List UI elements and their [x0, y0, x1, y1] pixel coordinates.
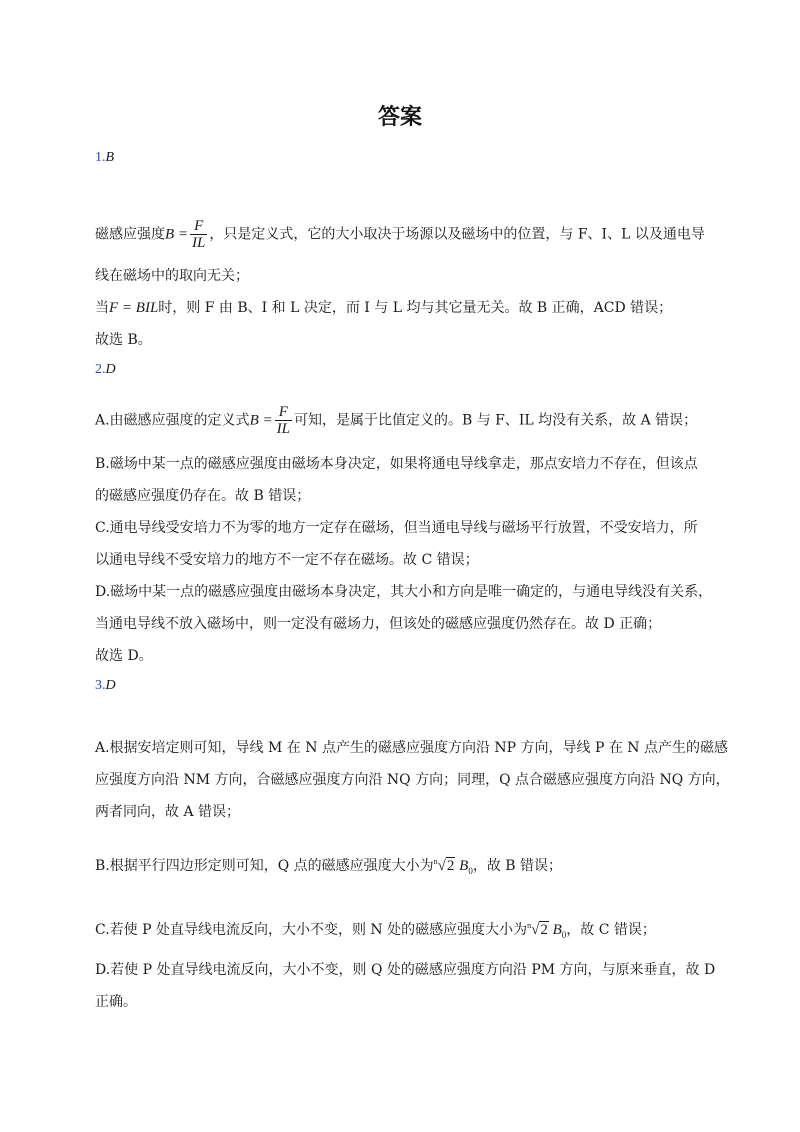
q1-text: ，只是定义式，它的大小取决于场源以及磁场中的位置，与 F、I、L 以及通电导	[209, 226, 705, 243]
radical-value: 2	[540, 922, 548, 938]
q2-text: A.由磁感应强度的定义式	[95, 412, 250, 429]
radical-b: B	[552, 922, 562, 938]
radical-sub: 0	[468, 866, 473, 876]
q3-radical-expression: $^n$√2 $B_0$	[527, 921, 567, 940]
q1-fraction-den: IL	[192, 235, 206, 251]
q1-line-1	[95, 218, 705, 251]
q2-answer: D	[105, 362, 116, 377]
radical-sub: 0	[561, 930, 567, 940]
q1-line-4: 故选 B。	[95, 332, 152, 348]
q3-option-a-1: A.根据安培定则可知，导线 M 在 N 点产生的磁感应强度方向沿 NP 方向，导线 P 在 N 点产生的磁感	[95, 740, 728, 756]
q2-option-d-1: D.磁场中某一点的磁感应强度由磁场本身决定，其大小和方向是唯一确定的，与通电导线没有关系，	[95, 584, 713, 600]
q3-number	[95, 678, 116, 694]
q1-eq2: F = BIL	[109, 300, 159, 316]
q1-answer: B	[105, 150, 115, 165]
q1-text: 时，则 F 由 B、I 和 L 决定，而 I 与 L 均与其它量无关。故 B 正确，ACD 错误；	[158, 300, 673, 316]
page-title: 答案	[377, 105, 422, 130]
q1-text: 当	[95, 300, 109, 316]
q1-text: 磁感应强度	[95, 226, 165, 243]
q3-option-d-2: 正确。	[95, 994, 137, 1010]
q2-option-b-2: 的磁感应强度仍存在。故 B 错误；	[95, 488, 311, 504]
q2-select: 故选 D。	[95, 648, 153, 664]
radical-b: B	[459, 858, 469, 874]
q2-eq-lhs: B =	[249, 412, 273, 429]
q1-fraction	[190, 218, 207, 251]
q1-fraction-num: F	[190, 218, 207, 235]
q2-number	[95, 362, 116, 378]
q1-line-3	[95, 298, 672, 318]
q2-fraction-den: IL	[276, 421, 290, 437]
q1-index: 1.	[95, 150, 106, 165]
q3-option-c	[95, 916, 656, 945]
q3-text: ，故 B 错误；	[472, 858, 563, 874]
q2-text: 可知，是属于比值定义的。B 与 F、IL 均没有关系，故 A 错误；	[293, 412, 698, 429]
radical-value: 2	[446, 858, 455, 874]
q3-option-a-3: 两者同向，故 A 错误；	[95, 804, 241, 820]
q3-text: ，故 C 错误；	[566, 922, 656, 938]
q3-option-b	[95, 852, 562, 881]
q1-eq-lhs: B =	[165, 226, 189, 243]
q3-text: C.若使 P 处直导线电流反向，大小不变，则 N 处的磁感应强度大小为	[95, 922, 528, 938]
radical-index: n	[433, 857, 438, 866]
q1-number	[95, 150, 114, 166]
q2-option-a	[95, 404, 697, 437]
radical-index: n	[527, 921, 532, 930]
q2-index: 2.	[95, 362, 106, 377]
q2-option-c-2: 以通电导线不受安培力的地方不一定不存在磁场。故 C 错误；	[95, 552, 479, 568]
q2-option-d-2: 当通电导线不放入磁场中，则一定没有磁场力，但该处的磁感应强度仍然存在。故 D 正确；	[95, 616, 662, 632]
q2-option-b-1: B.磁场中某一点的磁感应强度由磁场本身决定，如果将通电导线拿走，那点安培力不存在，但该点	[95, 456, 698, 472]
q3-text: B.根据平行四边形定则可知，Q 点的磁感应强度大小为	[95, 858, 434, 874]
q3-answer: D	[105, 678, 116, 693]
q2-fraction-num: F	[275, 404, 292, 421]
q2-option-c-1: C.通电导线受安培力不为零的地方一定存在磁场，但当通电导线与磁场平行放置，不受安培力，所	[95, 520, 698, 536]
q3-index: 3.	[95, 678, 106, 693]
q3-radical-expression: $^n$√2 $B_0$	[433, 857, 473, 876]
q3-option-d-1: D.若使 P 处直导线电流反向，大小不变，则 Q 处的磁感应强度方向沿 PM 方向，与原来垂直，故 D	[95, 962, 716, 978]
q1-line-2: 线在磁场中的取向无关；	[95, 268, 249, 284]
q2-fraction	[275, 404, 292, 437]
q3-option-a-2: 应强度方向沿 NM 方向，合磁感应强度方向沿 NQ 方向；同理，Q 点合磁感应强度方向沿 NQ 方向，	[95, 772, 730, 788]
